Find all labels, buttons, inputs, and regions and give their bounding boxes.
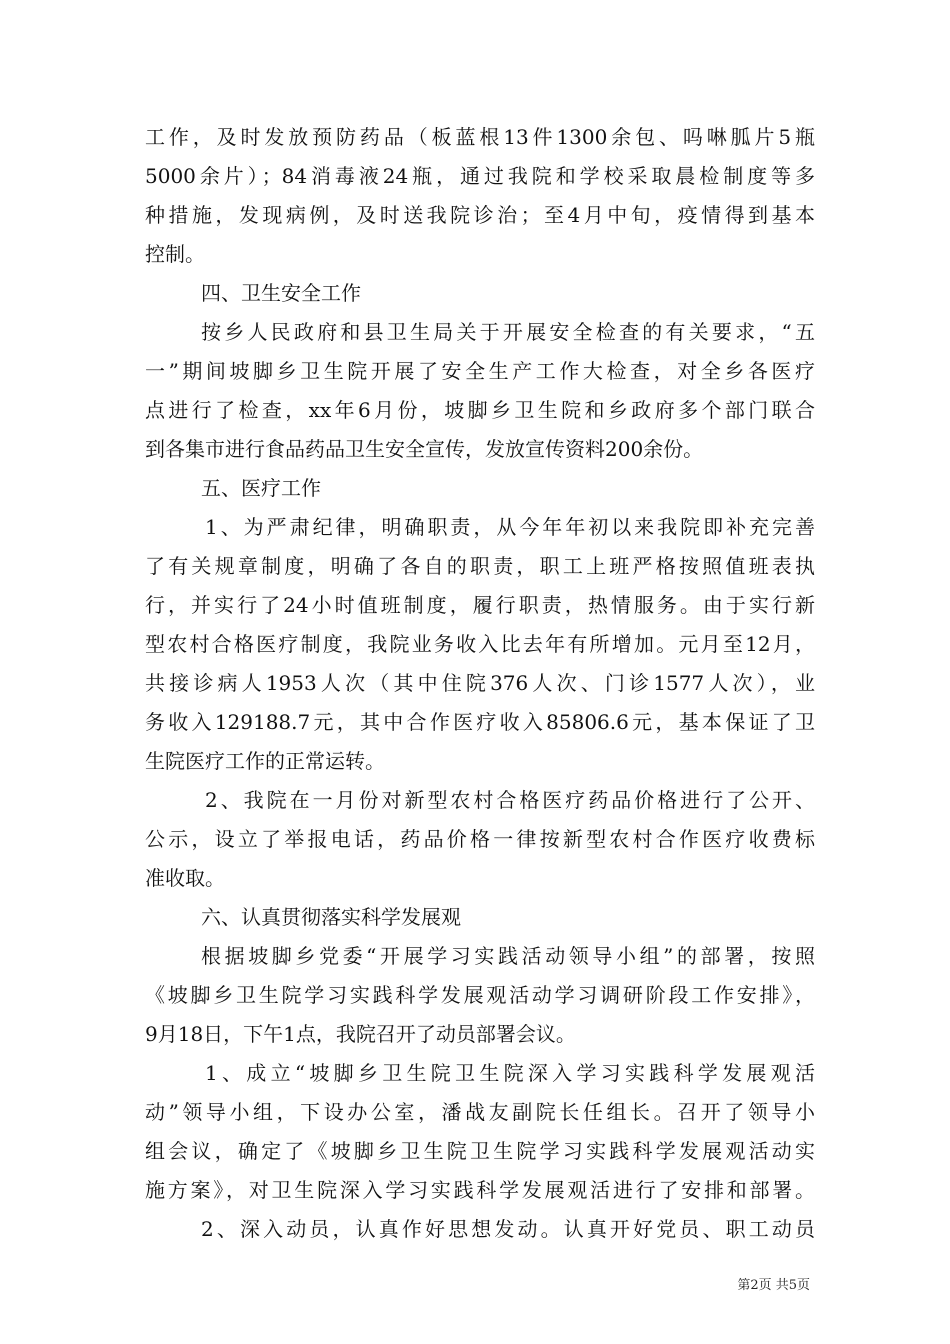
text-line: 行，并实行了24小时值班制度，履行职责，热情服务。由于实行新 <box>145 593 815 617</box>
text-line: 到各集市进行食品药品卫生安全宣传，发放宣传资料200余份。 <box>145 437 704 461</box>
page-number-footer: 第2页 共5页 <box>737 1278 810 1293</box>
text-line: 组会议，确定了《坡脚乡卫生院卫生院学习实践科学发展观活动实 <box>145 1139 815 1163</box>
text-line: 9月18日，下午1点，我院召开了动员部署会议。 <box>145 1022 576 1046</box>
section-heading: 六、认真贯彻落实科学发展观 <box>201 905 461 929</box>
text-line: 《坡脚乡卫生院学习实践科学发展观活动学习调研阶段工作安排》， <box>145 983 815 1007</box>
text-line: 5000余片）；84消毒液24瓶，通过我院和学校采取晨检制度等多 <box>145 164 815 188</box>
document-body <box>145 118 815 1249</box>
text-line: 务收入129188.7元，其中合作医疗收入85806.6元，基本保证了卫 <box>145 710 815 734</box>
section-heading: 五、医疗工作 <box>201 476 321 500</box>
text-line: 动”领导小组，下设办公室，潘战友副院长任组长。召开了领导小 <box>145 1100 815 1124</box>
text-line: 1、成立“坡脚乡卫生院卫生院深入学习实践科学发展观活 <box>205 1061 815 1085</box>
text-line: 种措施，发现病例，及时送我院诊治；至4月中旬，疫情得到基本 <box>145 203 815 227</box>
text-line: 准收取。 <box>145 866 225 890</box>
text-line: 按乡人民政府和县卫生局关于开展安全检查的有关要求，“五 <box>201 320 815 344</box>
text-line: 生院医疗工作的正常运转。 <box>145 749 385 773</box>
text-line: 控制。 <box>145 242 205 266</box>
text-line: 一”期间坡脚乡卫生院开展了安全生产工作大检查，对全乡各医疗 <box>145 359 815 383</box>
text-line: 工作，及时发放预防药品（板蓝根13件1300余包、吗啉胍片5瓶 <box>145 125 815 149</box>
text-line: 2、深入动员，认真作好思想发动。认真开好党员、职工动员 <box>201 1217 815 1241</box>
text-line: 共接诊病人1953人次（其中住院376人次、门诊1577人次），业 <box>145 671 815 695</box>
text-line: 了有关规章制度，明确了各自的职责，职工上班严格按照值班表执 <box>145 554 815 578</box>
text-line: 2、我院在一月份对新型农村合格医疗药品价格进行了公开、 <box>205 788 815 812</box>
text-line: 施方案》，对卫生院深入学习实践科学发展观活进行了安排和部署。 <box>145 1178 815 1202</box>
text-line: 点进行了检查，xx年6月份，坡脚乡卫生院和乡政府多个部门联合 <box>145 398 815 422</box>
text-line: 公示，设立了举报电话，药品价格一律按新型农村合作医疗收费标 <box>145 827 815 851</box>
text-line: 型农村合格医疗制度，我院业务收入比去年有所增加。元月至12月， <box>145 632 815 656</box>
text-line: 根据坡脚乡党委“开展学习实践活动领导小组”的部署，按照 <box>201 944 815 968</box>
text-line: 1、为严肃纪律，明确职责，从今年年初以来我院即补充完善 <box>205 515 815 539</box>
section-heading: 四、卫生安全工作 <box>201 281 361 305</box>
